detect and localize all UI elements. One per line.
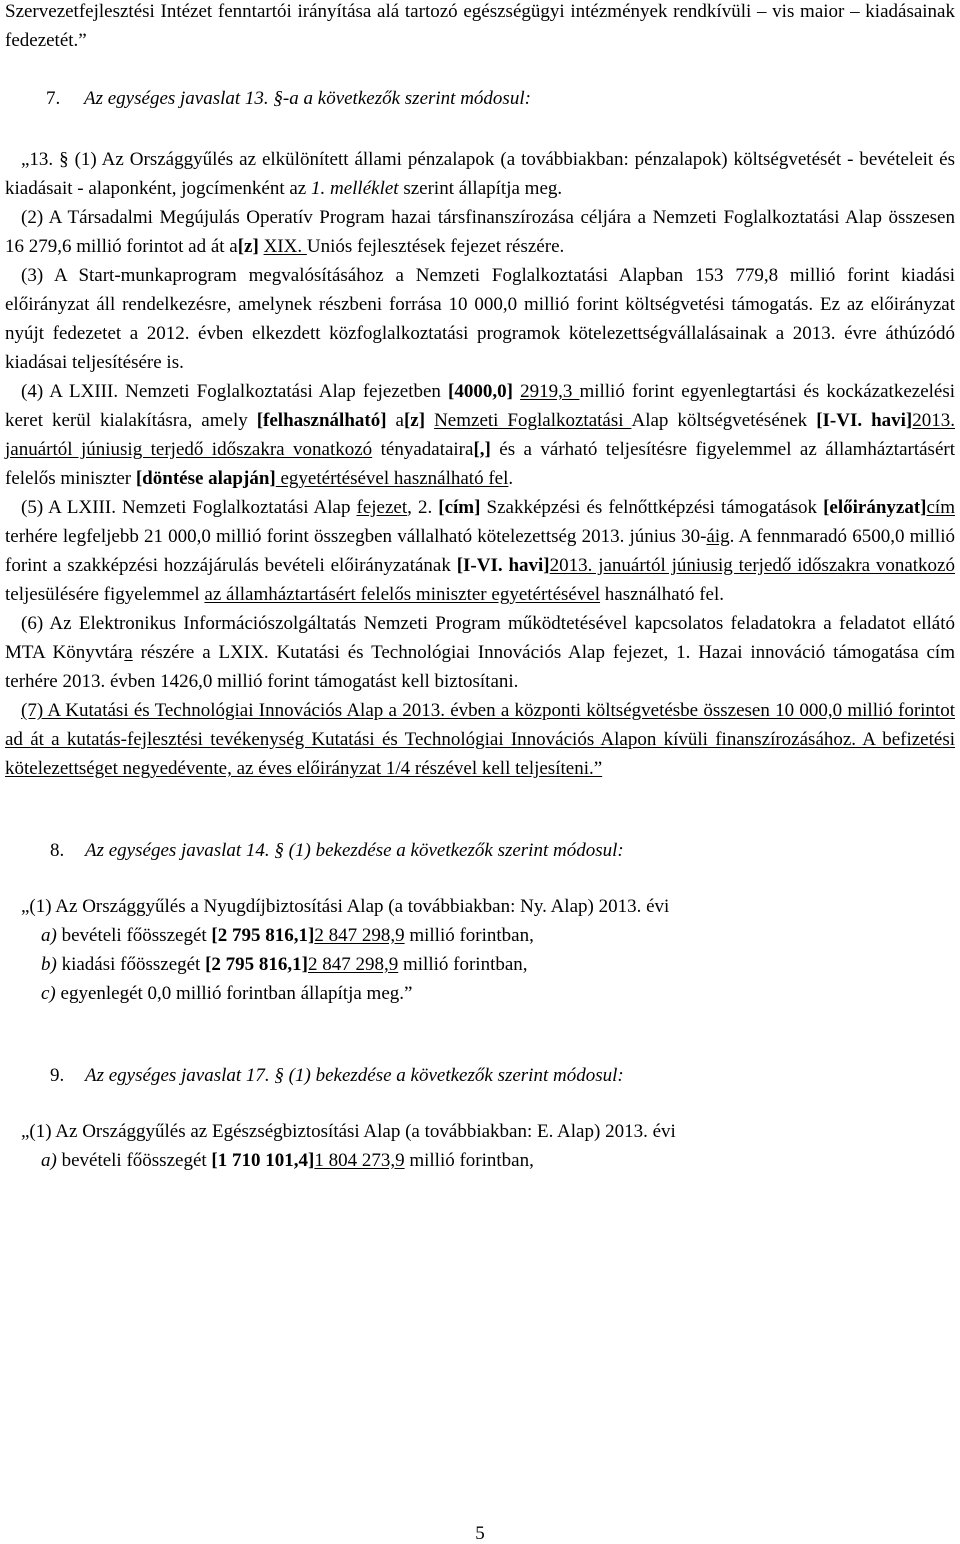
section-7-number: 7.: [46, 88, 61, 109]
paragraph-13-6: [5, 609, 955, 696]
text-run: 2013. januártól júniusig terjedő időszakra vonatkozó: [549, 555, 955, 576]
text-run: millió forintban,: [404, 925, 534, 946]
text-run: és a várható teljesítésre figyelemmel az államháztartásért felelős miniszter: [5, 439, 955, 489]
paragraph-13-7: [5, 696, 955, 783]
text-run: 1. melléklet: [311, 178, 399, 199]
text-run: [2 795 816,1]: [211, 925, 315, 946]
text-run: 2 847 298,9: [308, 954, 399, 975]
paragraph-13-3: [5, 261, 955, 377]
text-run: .: [508, 468, 514, 489]
text-run: 1 804 273,9: [314, 1150, 405, 1171]
paragraph-13-1: [5, 145, 955, 203]
text-run: „13. § (1) Az Országgyűlés az elkülönített állami pénzalapok (a továbbiakban: pénzalapok) költségvetését - bevételeit és kiadásait - alaponként, jogcímenként az: [5, 149, 955, 199]
text-run: , 2.: [407, 497, 439, 518]
text-run: (3) A Start-munkaprogram megvalósításához a Nemzeti Foglalkoztatási Alapban 153 779,8 millió forint kiadási előirányzat áll rendelkezésre, amelynek részbeni forrása 10 000,0 millió forint költségvetési támogatás. Ez az előirányzat nyújt fedezetet a 2012. évben elkezdett közfoglalkoztatási programok kötelezettségvállalásainak a 2013. évre áthúzódó kiadásai teljesítésére is.: [5, 265, 955, 373]
text-run: (4) A LXIII. Nemzeti Foglalkoztatási Alap fejezetben: [21, 381, 449, 402]
text-run: c): [41, 983, 56, 1004]
text-run: [döntése alapján]: [135, 468, 276, 489]
text-run: [z]: [237, 236, 259, 257]
text-run: bevételi főösszegét: [56, 1150, 212, 1171]
section-8-item-c: [5, 979, 955, 1008]
section-8-item-a: [5, 921, 955, 950]
text-run: millió forintban,: [404, 1150, 534, 1171]
text-run: [425, 410, 434, 431]
text-run: terhére legfeljebb 21 000,0 millió forint összegben vállalható kötelezettség 2013. június 30-: [5, 526, 707, 547]
text-run: millió forintban,: [398, 954, 528, 975]
paragraph-13-4: [5, 377, 955, 493]
section-8-heading: [5, 836, 955, 865]
text-run: „(1) Az Országgyűlés a Nyugdíjbiztosítási Alap (a továbbiakban: Ny. Alap) 2013. évi: [21, 896, 670, 917]
text-run: egyetértésével használható fel: [275, 468, 509, 489]
text-run: [felhasználható]: [256, 410, 387, 431]
text-run: [2 795 816,1]: [205, 954, 308, 975]
text-run: 2919,3: [520, 381, 580, 402]
text-run: [I-VI. havi]: [816, 410, 913, 431]
text-run: 2013. januártól júniusig terjedő időszakra vonatkozó: [5, 410, 956, 460]
text-run: Szervezetfejlesztési Intézet fenntartói irányítása alá tartozó egészségügyi intézmények rendkívüli – vis maior – kiadásainak fedezetét.”: [5, 1, 955, 51]
text-run: „(1) Az Országgyűlés az Egészségbiztosítási Alap (a továbbiakban: E. Alap) 2013. évi: [21, 1121, 676, 1142]
section-8-item-b: [5, 950, 955, 979]
text-run: a: [124, 642, 133, 663]
text-run: bevételi főösszegét: [56, 925, 212, 946]
section-8-number: 8.: [50, 840, 65, 861]
text-run: b): [41, 954, 57, 975]
text-run: [előirányzat]: [823, 497, 927, 518]
text-run: [I-VI. havi]: [456, 555, 550, 576]
text-run: cím: [926, 497, 955, 518]
text-run: kiadási főösszegét: [56, 954, 206, 975]
text-run: millió forint egyenlegtartási és kockázatkezelési keret kerül kialakításra, amely: [5, 381, 956, 431]
text-run: Alap költségvetésének: [631, 410, 817, 431]
page-number: 5: [475, 1523, 485, 1544]
text-run: (7) A Kutatási és Technológiai Innovációs Alap a 2013. évben a központi költségvetésbe összesen 10 000,0 millió forintot ad át a kutatás-fejlesztési tevékenység Kutatási és Technológiai Innovációs Alapon kívüli finanszírozásához. A befizetési kötelezettséget negyedévente, az éves előirányzat 1/4 részével kell teljesíteni.”: [5, 700, 955, 779]
text-run: a: [386, 410, 404, 431]
text-run: [4000,0]: [448, 381, 513, 402]
text-run: 2 847 298,9: [314, 925, 405, 946]
text-run: . A fennmaradó 6500,0 millió forint a szakképzési hozzájárulás bevételi előirányzatának: [5, 526, 955, 576]
paragraph-13-5: [5, 493, 955, 609]
section-9-line-1: [5, 1117, 955, 1146]
text-run: [513, 381, 520, 402]
text-run: XIX.: [263, 236, 307, 257]
document-page: [5, 0, 955, 1175]
text-run: az államháztartásért felelős miniszter egyetértésével: [204, 584, 601, 605]
text-run: (5) A LXIII. Nemzeti Foglalkoztatási Alap: [21, 497, 357, 518]
text-run: [cím]: [438, 497, 481, 518]
text-run: áig: [706, 526, 730, 547]
section-8-heading-text: Az egységes javaslat 14. § (1) bekezdése a következők szerint módosul:: [85, 840, 624, 861]
paragraph-13-2: [5, 203, 955, 261]
section-9-number: 9.: [50, 1065, 65, 1086]
continued-paragraph: [5, 0, 955, 55]
text-run: tényadataira: [372, 439, 474, 460]
text-run: [,]: [473, 439, 491, 460]
section-9-heading-text: Az egységes javaslat 17. § (1) bekezdése a következők szerint módosul:: [85, 1065, 624, 1086]
section-9-heading: [5, 1061, 955, 1090]
text-run: Szakképzési és felnőttképzési támogatások: [480, 497, 824, 518]
section-7-heading: [5, 84, 955, 113]
text-run: (6) Az Elektronikus Információszolgáltatás Nemzeti Program működtetésével kapcsolatos feladatokra a feladatot ellátó MTA Könyvtár: [5, 613, 955, 663]
section-7-heading-text: Az egységes javaslat 13. §-a a következők szerint módosul:: [84, 88, 531, 109]
section-8-line-1: [5, 892, 955, 921]
text-run: részére a LXIX. Kutatási és Technológiai Innovációs Alap fejezet, 1. Hazai innováció támogatása cím terhére 2013. évben 1426,0 millió forint támogatást kell biztosítani.: [5, 642, 955, 692]
text-run: fejezet: [356, 497, 408, 518]
text-run: a): [41, 1150, 57, 1171]
text-run: [1 710 101,4]: [211, 1150, 315, 1171]
text-run: egyenlegét 0,0 millió forintban állapítja meg.”: [55, 983, 413, 1004]
text-run: Nemzeti Foglalkoztatási: [434, 410, 632, 431]
text-run: szerint állapítja meg.: [398, 178, 563, 199]
text-run: [z]: [403, 410, 426, 431]
text-run: (2) A Társadalmi Megújulás Operatív Program hazai társfinanszírozása céljára a Nemzeti Foglalkoztatási Alap összesen 16 279,6 millió forintot ad át a: [5, 207, 955, 257]
text-run: Uniós fejlesztések fejezet részére.: [306, 236, 565, 257]
text-run: a): [41, 925, 57, 946]
text-run: teljesülésére figyelemmel: [5, 584, 205, 605]
text-run: használható fel.: [600, 584, 725, 605]
section-9-item-a: [5, 1146, 955, 1175]
